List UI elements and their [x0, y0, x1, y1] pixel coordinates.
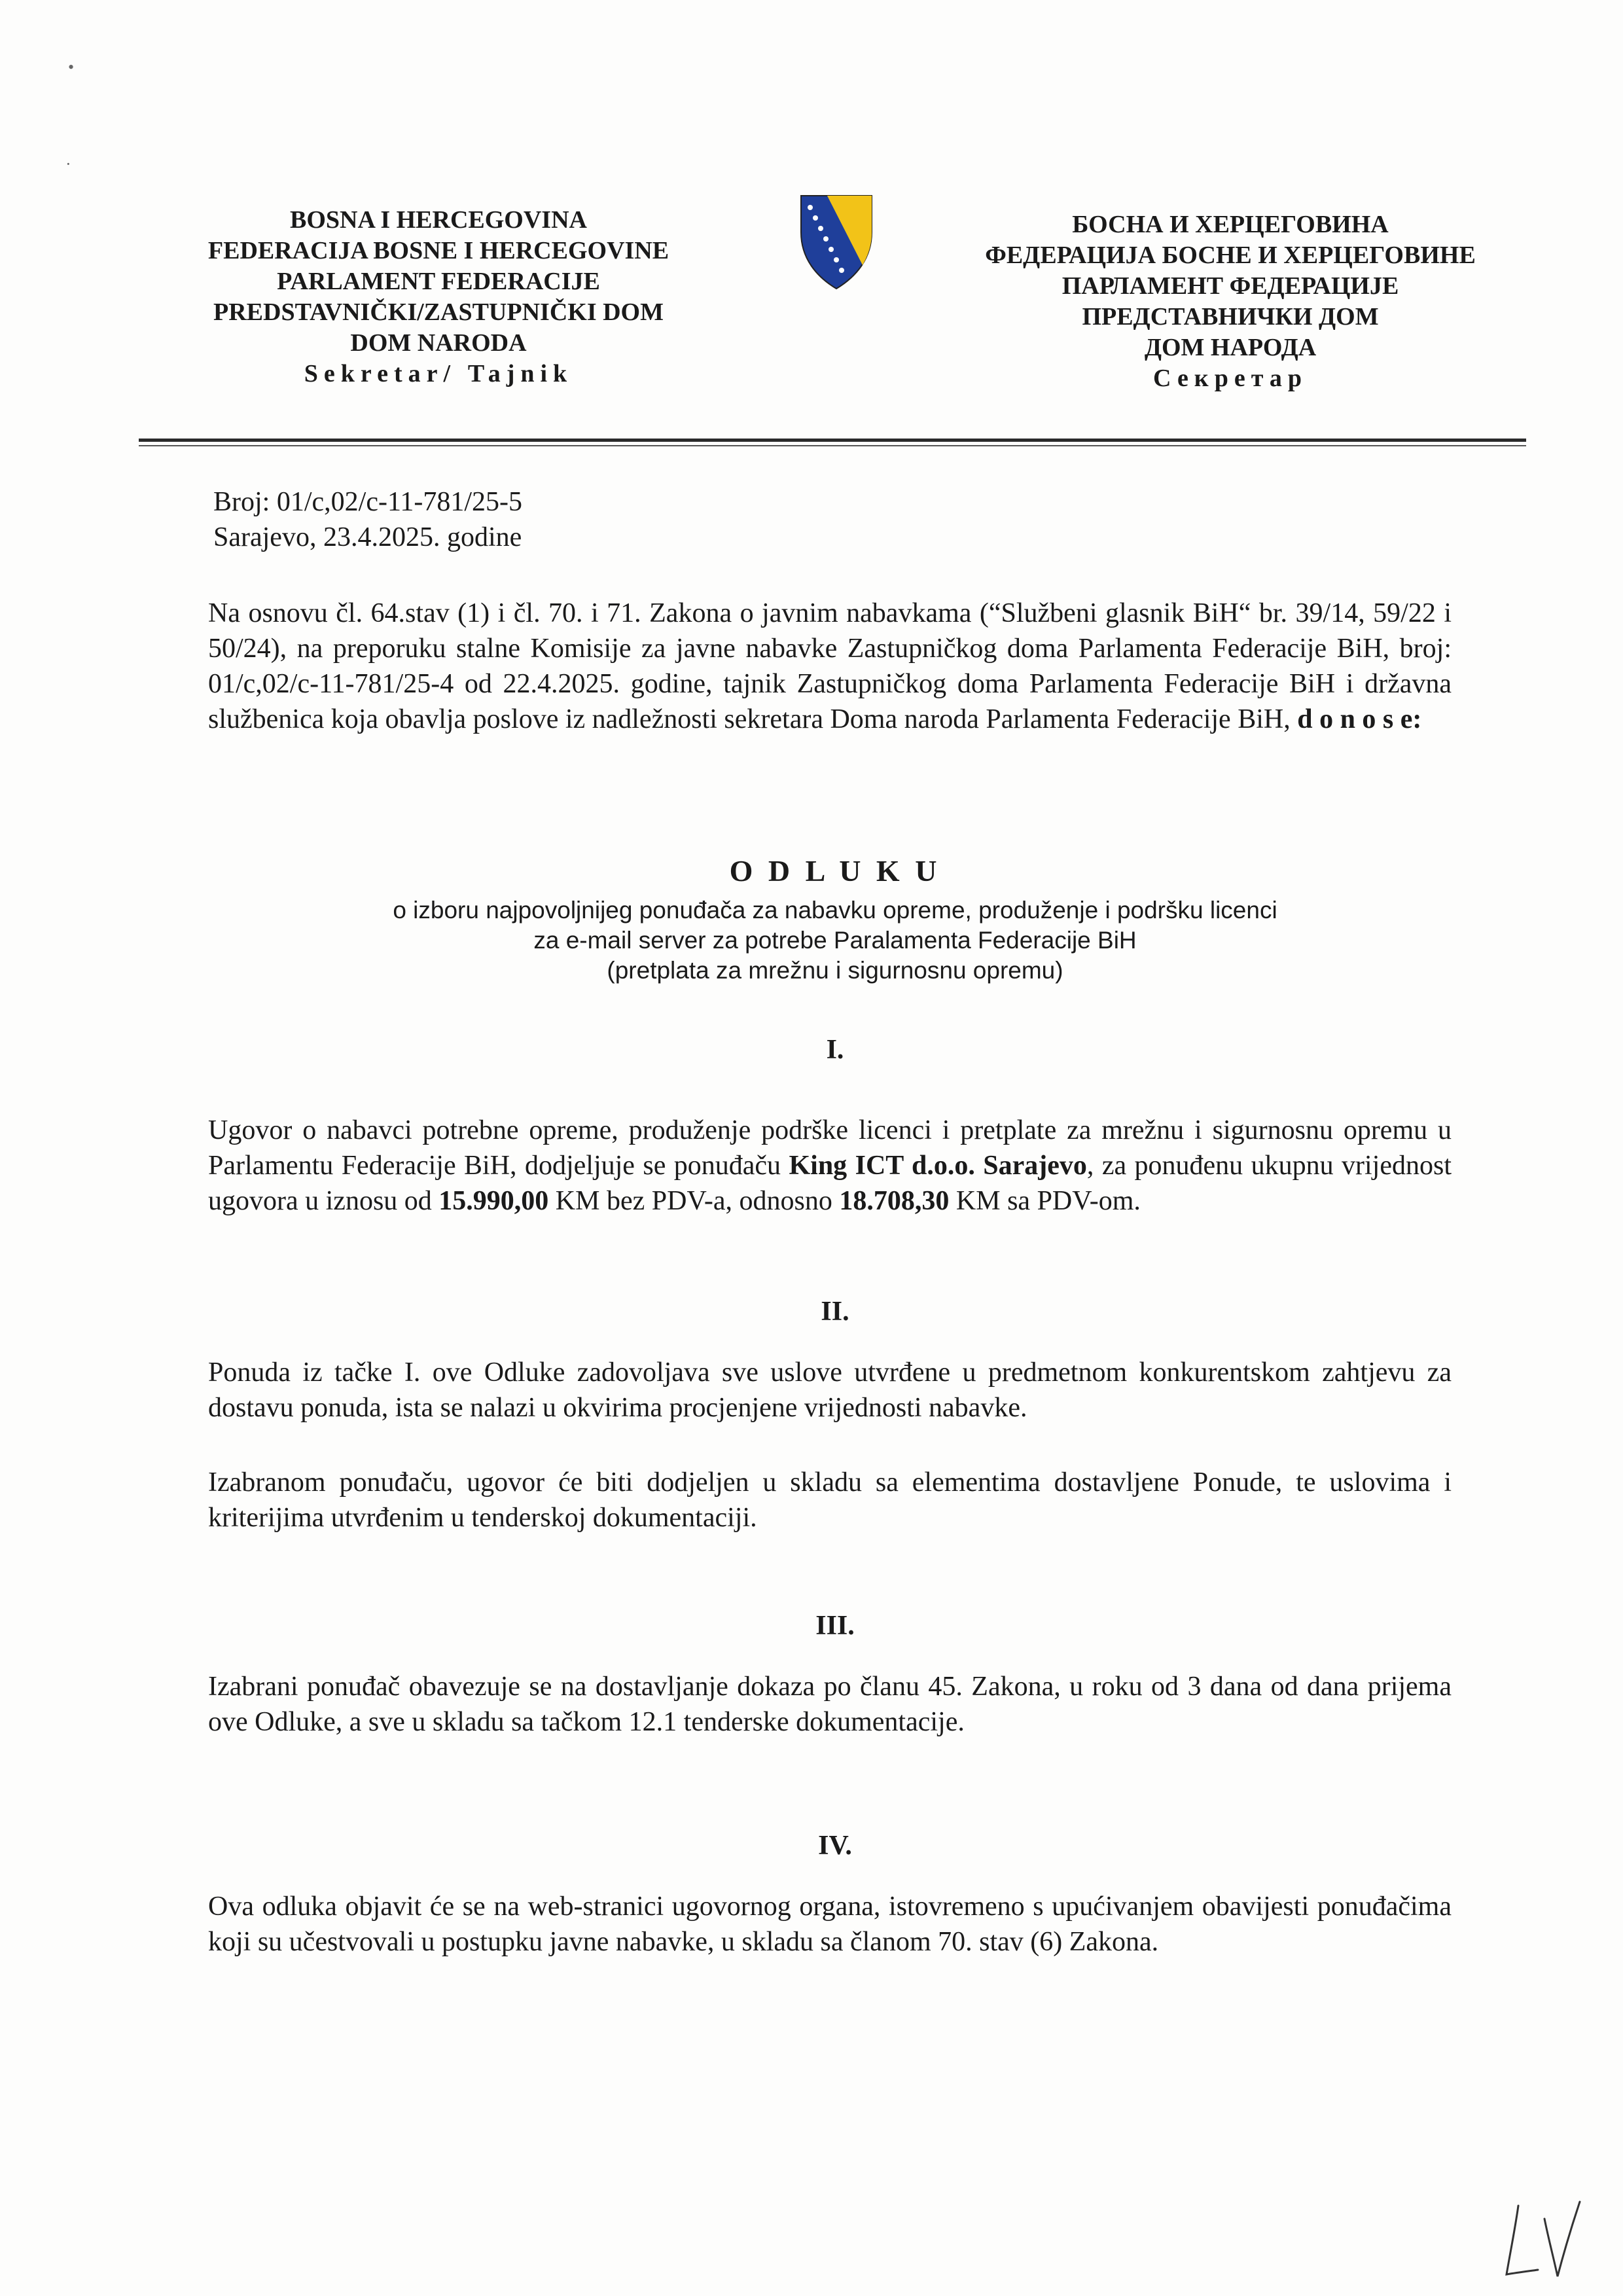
header-cyrillic-secretary: Секретар — [1153, 365, 1308, 392]
header-cyrillic-federation: ФЕДЕРАЦИЈА БОСНЕ И ХЕРЦЕГОВИНЕ — [985, 242, 1476, 269]
section-1-text-3: KM bez PDV-a, odnosno — [548, 1186, 840, 1216]
section-3-paragraph: Izabrani ponuđač obavezuje se na dostavljanje dokaza po članu 45. Zakona, u roku od 3 dana od dana prijema ove Odluke, a sve u skladu sa tačkom 12.1 tenderske dokumentacije. — [208, 1672, 1452, 1737]
decision-title: O D L U K U — [729, 854, 941, 888]
header-cyrillic-parliament: ПАРЛАМЕНТ ФЕДЕРАЦИЈЕ — [1061, 272, 1399, 300]
preamble-paragraph — [208, 596, 1452, 737]
amount-without-vat: 15.990,00 — [438, 1186, 549, 1216]
header-latin-country: BOSNA I HERCEGOVINA — [290, 206, 587, 234]
place-date: Sarajevo, 23.4.2025. godine — [213, 522, 522, 552]
header-divider — [139, 439, 1526, 442]
decision-subject — [213, 895, 1457, 986]
section-1-heading: I. — [826, 1035, 844, 1065]
header-latin-house: PREDSTAVNIČKI/ZASTUPNIČKI DOM — [213, 298, 664, 326]
header-latin-house-of-peoples: DOM NARODA — [350, 329, 527, 357]
section-1-paragraph — [208, 1113, 1452, 1219]
header-cyrillic-house-of-peoples: ДОМ НАРОДА — [1144, 334, 1317, 361]
scan-speck: • — [68, 58, 75, 77]
decision-subject-line-1: o izboru najpovoljnijeg ponuđača za nabavku opreme, produženje i podršku licenci — [393, 897, 1277, 924]
section-2-paragraph-2: Izabranom ponuđaču, ugovor će biti dodjeljen u skladu sa elementima dostavljene Ponude, te uslovima i kriterijima utvrđenim u tenderskoj dokumentaciji. — [208, 1467, 1452, 1533]
header-latin-secretary: Sekretar/ Tajnik — [304, 360, 573, 387]
header-latin — [183, 205, 694, 389]
header-divider-thin — [139, 445, 1526, 446]
coat-of-arms-icon — [797, 193, 876, 291]
section-1-text-4: KM sa PDV-om. — [949, 1186, 1141, 1216]
contractor-name: King ICT d.o.o. Sarajevo — [789, 1151, 1087, 1181]
decision-subject-line-2: za e-mail server za potrebe Paralamenta Federacije BiH — [533, 927, 1137, 954]
preamble-verb: d o n o s e: — [1297, 704, 1422, 734]
section-2-heading: II. — [821, 1297, 849, 1327]
header-cyrillic-country: БОСНА И ХЕРЦЕГОВИНА — [1072, 211, 1389, 238]
preamble-text: Na osnovu čl. 64.stav (1) i čl. 70. i 71. Zakona o javnim nabavkama (“Službeni glasnik BiH“ br. 39/14, 59/22 i 50/24), na preporuku stalne Komisije za javne nabavke Zastupničkog doma Parlamenta Federacije BiH, broj: 01/c,02/c-11-781/25-4 od 22.4.2025. godine, tajnik Zastupničkog doma Parlamenta Federacije BiH i državna službenica koja obavlja poslove iz nadležnosti sekretara Doma naroda Parlamenta Federacije BiH, — [208, 598, 1452, 734]
header-latin-federation: FEDERACIJA BOSNE I HERCEGOVINE — [207, 237, 669, 264]
amount-with-vat: 18.708,30 — [839, 1186, 950, 1216]
handwritten-initials-icon — [1499, 2193, 1597, 2284]
coat-of-arms — [797, 193, 876, 291]
section-4-heading: IV. — [818, 1831, 852, 1861]
section-3-heading: III. — [815, 1611, 855, 1641]
section-4-paragraph: Ova odluka objavit će se na web-stranici ugovornog organa, istovremeno s upućivanjem obavijesti ponuđačima koji su učestvovali u postupku javne nabavke, u skladu sa članom 70. stav (6) Zakona. — [208, 1892, 1452, 1957]
header-cyrillic — [936, 209, 1525, 394]
section-2-paragraph-1: Ponuda iz tačke I. ove Odluke zadovoljava sve uslove utvrđene u predmetnom konkurentskom zahtjevu za dostavu ponuda, ista se nalazi u okvirima procjenjene vrijednosti nabavke. — [208, 1357, 1452, 1423]
section-1-text-1: Ugovor o nabavci potrebne opreme, produženje podrške licenci i pretplate za mrežnu i sigurnosnu opremu u Parlamentu Federacije BiH, dodjeljuje se ponuđaču — [208, 1115, 1452, 1181]
section-1-text-2: , za ponuđenu ukupnu vrijednost ugovora u iznosu od — [208, 1151, 1452, 1216]
initials-mark — [1499, 2193, 1597, 2284]
reference-number: Broj: 01/c,02/c-11-781/25-5 — [213, 487, 523, 517]
header-latin-parliament: PARLAMENT FEDERACIJE — [277, 268, 600, 295]
scan-speck: · — [65, 154, 71, 173]
header-cyrillic-house: ПРЕДСТАВНИЧКИ ДОМ — [1082, 303, 1379, 331]
decision-subject-line-3: (pretplata za mrežnu i sigurnosnu opremu) — [607, 957, 1063, 984]
